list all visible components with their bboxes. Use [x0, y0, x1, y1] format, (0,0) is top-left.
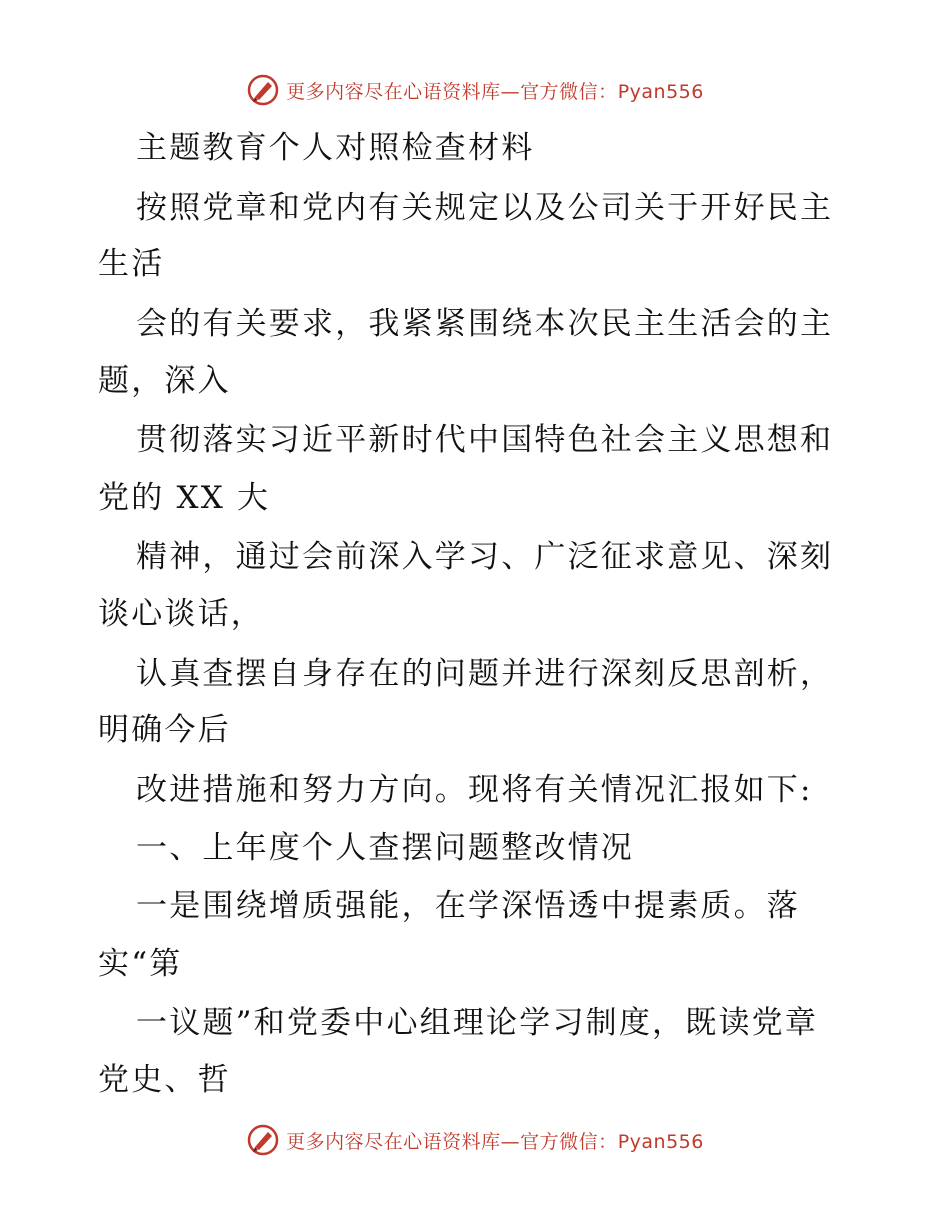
- paragraph-line: 按照党章和党内有关规定以及公司关于开好民主: [136, 190, 834, 226]
- paragraph-line: 生活: [98, 246, 165, 282]
- banner-text: [286, 77, 704, 104]
- paragraph-line: 题，深入: [98, 363, 231, 399]
- banner-dash: —: [500, 80, 521, 103]
- footer-banner: [0, 1118, 950, 1162]
- banner-text: [286, 1127, 704, 1154]
- paragraph-line: 谈心谈话，: [98, 596, 264, 632]
- paragraph-line: 改进措施和努力方向。现将有关情况汇报如下:: [136, 772, 813, 808]
- paragraph-line: 一议题”和党委中心组理论学习制度，既读党章: [136, 1005, 819, 1041]
- banner-main-text: 更多内容尽在心语资料库: [286, 1130, 501, 1153]
- paragraph-line: 实“第: [98, 946, 183, 982]
- pen-logo-icon: [246, 73, 280, 107]
- paragraph-line: 党的 XX 大: [98, 480, 271, 516]
- paragraph-line: 一是围绕增质强能，在学深悟透中提素质。落: [136, 888, 800, 924]
- pen-logo-icon: [246, 1123, 280, 1157]
- banner-wechat-id: Pyan556: [617, 1130, 704, 1153]
- banner-official-label: 官方微信：: [520, 1130, 618, 1153]
- banner-official-label: 官方微信：: [520, 80, 618, 103]
- banner-wechat-id: Pyan556: [617, 80, 704, 103]
- paragraph-line: 精神，通过会前深入学习、广泛征求意见、深刻: [136, 539, 834, 575]
- paragraph-line: 党史、哲: [98, 1062, 231, 1098]
- header-banner: [0, 68, 950, 112]
- paragraph-line: 明确今后: [98, 712, 231, 748]
- banner-dash: —: [500, 1130, 521, 1153]
- document-title: 主题教育个人对照检查材料: [136, 130, 535, 166]
- section-heading: 一、上年度个人查摆问题整改情况: [136, 830, 634, 866]
- banner-main-text: 更多内容尽在心语资料库: [286, 80, 501, 103]
- paragraph-line: 会的有关要求，我紧紧围绕本次民主生活会的主: [136, 306, 834, 342]
- paragraph-line: 认真查摆自身存在的问题并进行深刻反思剖析，: [136, 656, 834, 692]
- paragraph-line: 贯彻落实习近平新时代中国特色社会主义思想和: [136, 422, 834, 458]
